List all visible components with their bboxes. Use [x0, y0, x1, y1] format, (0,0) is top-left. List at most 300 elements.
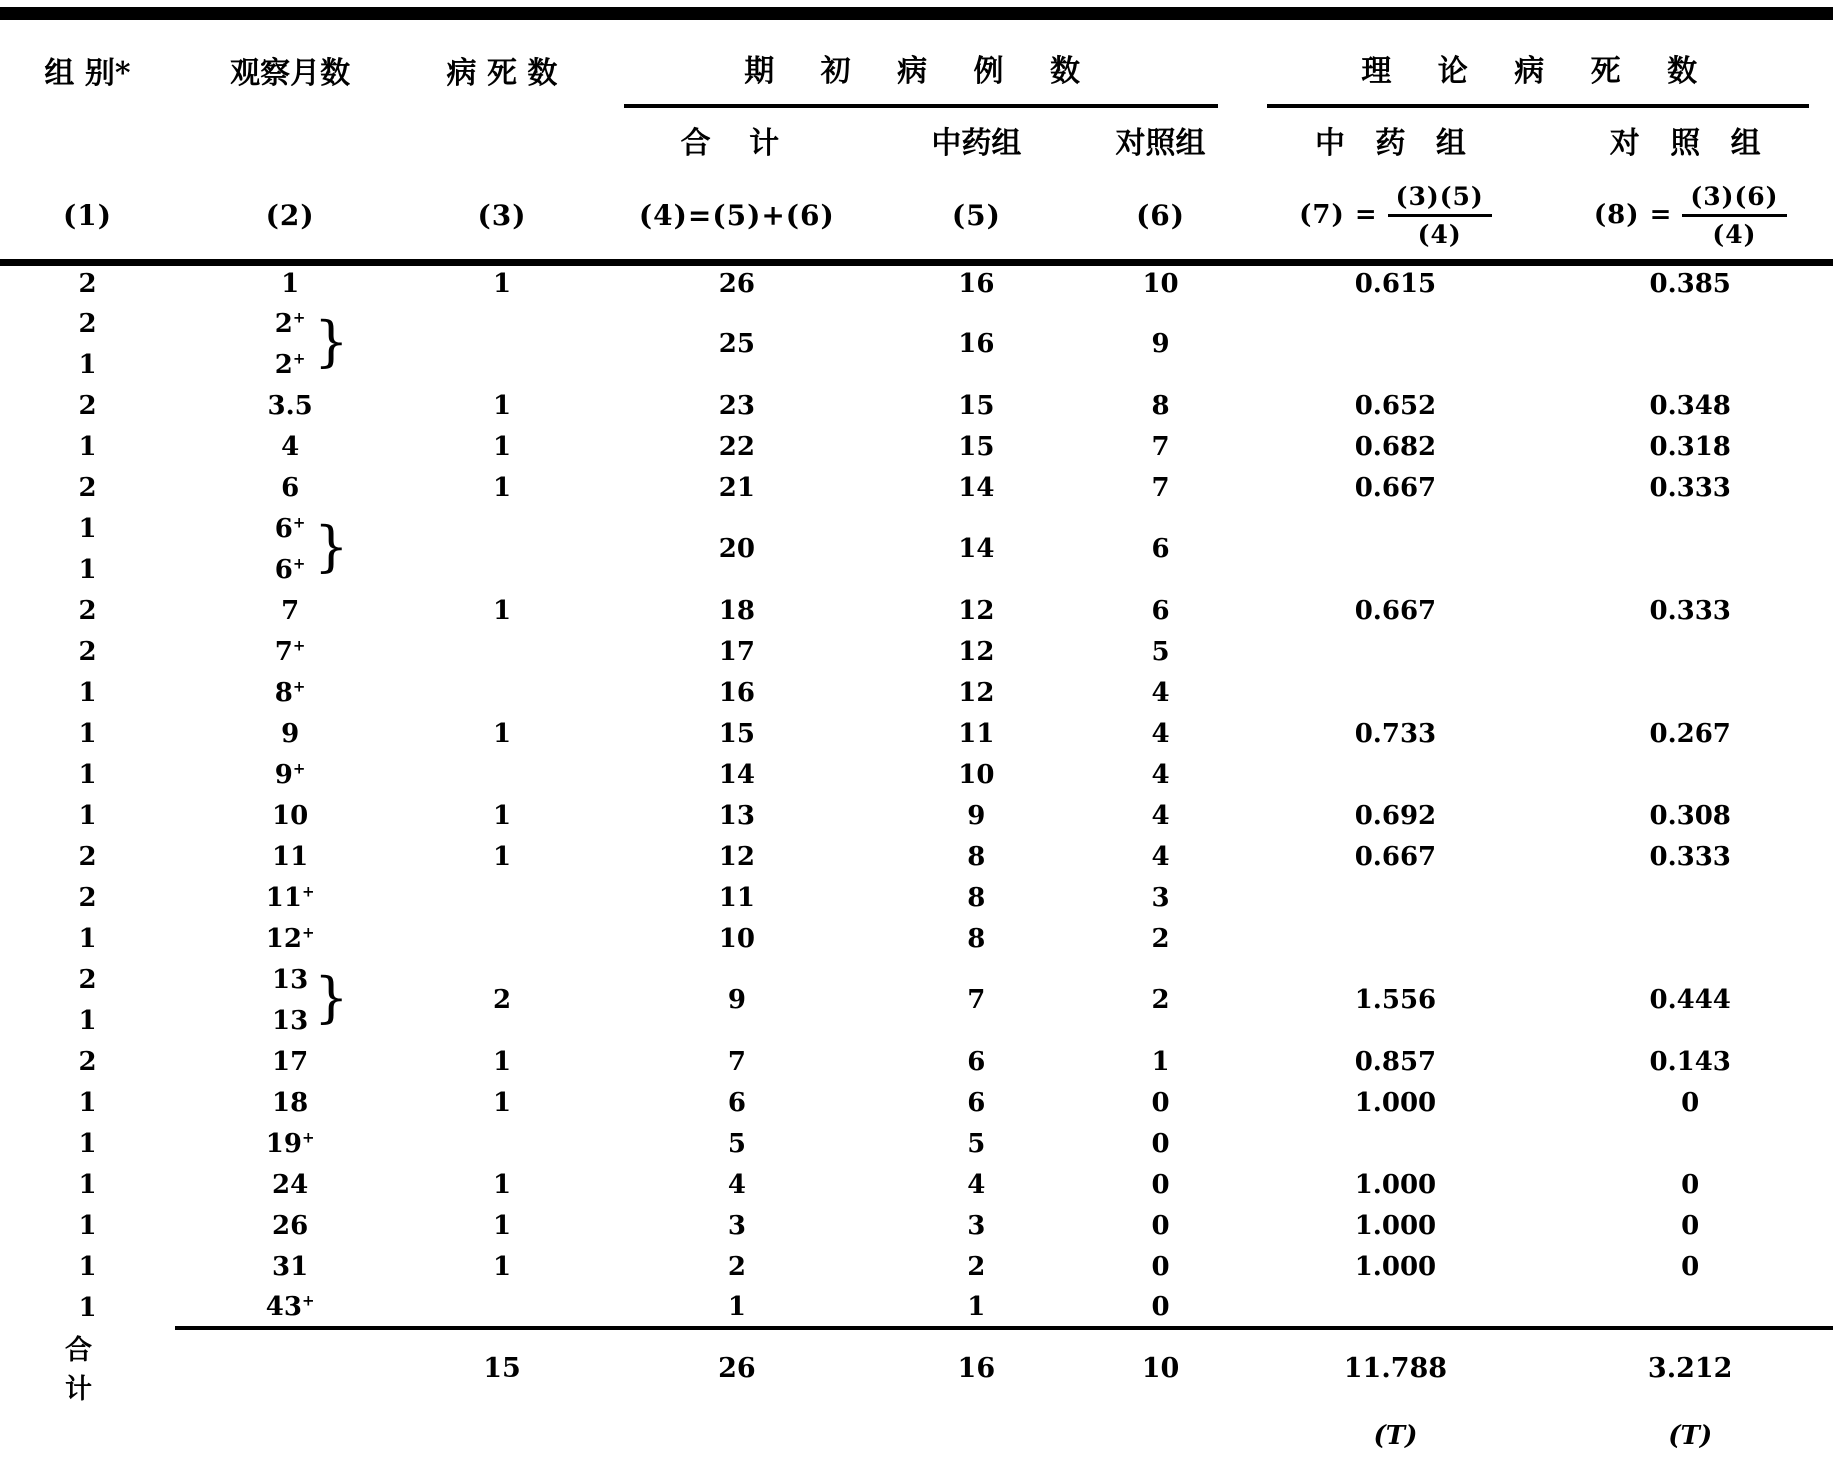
- cell-theo-control: [1547, 508, 1833, 590]
- table-row: [0, 754, 1833, 795]
- header-code-8: [1547, 172, 1833, 262]
- cell-months: [175, 1287, 405, 1328]
- cell-initial-control: 6: [1151, 534, 1170, 564]
- row-pair-brace: }: [314, 515, 349, 578]
- cell-theo-tcm: 0.692: [1354, 800, 1437, 831]
- total-initial-control: 10: [1078, 1328, 1244, 1406]
- table-row: [0, 1164, 1833, 1205]
- cell-theo-tcm: [1243, 508, 1547, 590]
- cell-initial-tcm: 15: [958, 431, 995, 462]
- code-8-fraction: [1682, 182, 1786, 249]
- cell-theo-control: 0: [1681, 1251, 1700, 1282]
- cell-theo-tcm: [1243, 918, 1547, 959]
- cell-deaths: [405, 672, 598, 713]
- table-row: [0, 1123, 1833, 1164]
- cell-initial-control: 4: [1151, 800, 1170, 831]
- cell-months: [175, 918, 405, 959]
- cell-theo-tcm: 1.000: [1354, 1251, 1437, 1282]
- cell-group: 1: [78, 718, 97, 749]
- cell-initial-tcm: 9: [967, 800, 986, 831]
- table-row: [0, 918, 1833, 959]
- months-value: 6: [274, 554, 293, 585]
- cell-theo-tcm: [1243, 877, 1547, 918]
- cell-initial-total: 2: [727, 1251, 746, 1282]
- cell-initial-total: 1: [727, 1291, 746, 1322]
- months-value: 13: [272, 964, 309, 995]
- cell-initial-total: 7: [727, 1046, 746, 1077]
- code-7-fraction: [1388, 182, 1492, 249]
- cell-theo-tcm: 1.000: [1354, 1210, 1437, 1241]
- cell-deaths: 1: [492, 800, 512, 831]
- censored-plus-mark: +: [292, 348, 306, 367]
- months-value: 18: [272, 1087, 309, 1118]
- header-code-3: (3): [477, 198, 527, 232]
- cell-months: [175, 754, 405, 795]
- cell-group: 1: [78, 1169, 97, 1200]
- cell-initial-total: 10: [718, 923, 755, 954]
- header-sub-total: 合 计: [680, 126, 794, 161]
- cell-theo-control: 0.308: [1649, 800, 1731, 831]
- table-header: [0, 28, 1833, 262]
- cell-theo-tcm: 0.733: [1354, 718, 1437, 749]
- cell-initial-control: 8: [1151, 390, 1170, 421]
- months-value: 11: [265, 882, 302, 913]
- cell-initial-control: 7: [1151, 472, 1170, 503]
- cell-months: [175, 549, 405, 590]
- cell-group: 1: [78, 1292, 97, 1323]
- cell-initial-control: 1: [1151, 1046, 1170, 1077]
- cell-theo-tcm: 1.000: [1354, 1169, 1437, 1200]
- cell-deaths: [405, 1287, 598, 1328]
- cell-initial-total: 4: [727, 1169, 746, 1200]
- cell-initial-total: 18: [718, 595, 755, 626]
- cell-theo-control: 0.348: [1649, 390, 1731, 421]
- cell-initial-total: 11: [718, 882, 755, 913]
- cell-months: [175, 713, 405, 754]
- months-value: 6: [281, 472, 300, 503]
- code-7-lhs: (7) =: [1299, 200, 1378, 231]
- cell-theo-tcm: 0.652: [1354, 390, 1437, 421]
- months-value: 6: [274, 513, 293, 544]
- cell-theo-tcm: 0.682: [1354, 431, 1437, 462]
- cell-deaths: 1: [492, 1169, 512, 1200]
- censored-plus-mark: +: [301, 1290, 315, 1309]
- cell-initial-tcm: 15: [958, 390, 995, 421]
- cell-months: [175, 631, 405, 672]
- initial-cases-group-title: 期 初 病 例 数: [744, 54, 1098, 89]
- cell-group: 2: [78, 964, 97, 995]
- total-theo-control: 3.212: [1547, 1328, 1833, 1406]
- header-code-1: (1): [63, 198, 112, 232]
- cell-months: [175, 467, 405, 508]
- months-value: 17: [272, 1046, 309, 1077]
- table-body: [0, 262, 1833, 1328]
- total-row: [0, 1328, 1833, 1406]
- cell-group: 1: [78, 431, 97, 462]
- cell-initial-control: 2: [1151, 923, 1170, 954]
- cell-theo-control: [1547, 631, 1833, 672]
- cell-initial-control: 4: [1151, 718, 1170, 749]
- cell-group: 2: [78, 269, 97, 300]
- cell-theo-control: 0.267: [1649, 718, 1731, 749]
- months-value: 24: [272, 1169, 309, 1200]
- censored-plus-mark: +: [292, 512, 306, 531]
- cell-initial-control: 3: [1151, 882, 1170, 913]
- censored-plus-mark: +: [301, 922, 315, 941]
- censored-plus-mark: +: [292, 758, 306, 777]
- cell-months: [175, 262, 405, 303]
- header-sub-control: 对照组: [1115, 126, 1206, 161]
- header-months-col: 观察月数: [230, 56, 351, 91]
- cell-theo-control: 0.333: [1649, 472, 1731, 503]
- theoretical-deaths-group-title: 理 论 病 死 数: [1361, 54, 1716, 89]
- table-top-rule: [0, 7, 1833, 20]
- cell-initial-tcm: 12: [958, 677, 995, 708]
- cell-initial-tcm: 2: [967, 1251, 986, 1282]
- cell-group: 2: [78, 882, 97, 913]
- cell-theo-tcm: [1243, 1287, 1547, 1328]
- table-row: [0, 1041, 1833, 1082]
- cell-initial-total: 23: [718, 390, 755, 421]
- total-months-cell: [175, 1328, 405, 1406]
- cell-initial-control: 4: [1151, 841, 1170, 872]
- cell-theo-control: 0: [1681, 1087, 1700, 1118]
- cell-theo-control: 0.143: [1649, 1046, 1731, 1077]
- table-row: [0, 1205, 1833, 1246]
- cell-initial-tcm: 14: [958, 472, 995, 503]
- cell-months: [175, 508, 405, 578]
- censored-plus-mark: +: [292, 307, 306, 326]
- cell-group: 2: [78, 595, 97, 626]
- total-initial-total: 26: [599, 1328, 875, 1406]
- cell-theo-tcm: 0.667: [1354, 841, 1437, 872]
- survival-analysis-table: [0, 28, 1833, 1466]
- table-row: [0, 877, 1833, 918]
- code-8-denominator: (4): [1712, 219, 1757, 249]
- cell-group: 2: [78, 472, 97, 503]
- cell-initial-tcm: 5: [967, 1128, 986, 1159]
- total-initial-tcm: 16: [875, 1328, 1078, 1406]
- months-value: 2: [274, 308, 293, 339]
- code-8-numerator: (3)(6): [1682, 182, 1786, 217]
- cell-initial-tcm: 8: [967, 882, 986, 913]
- cell-initial-control: 0: [1151, 1251, 1170, 1282]
- total-theo-tcm: 11.788: [1243, 1328, 1547, 1406]
- header-code-6: (6): [1136, 198, 1186, 232]
- cell-theo-control: [1547, 754, 1833, 795]
- cell-initial-total: 6: [727, 1087, 746, 1118]
- cell-group: 1: [78, 554, 97, 585]
- cell-theo-tcm: 1.556: [1354, 985, 1437, 1015]
- cell-initial-tcm: 6: [967, 1087, 986, 1118]
- cell-initial-control: 6: [1151, 595, 1170, 626]
- cell-deaths: 1: [492, 595, 512, 626]
- cell-months: [175, 672, 405, 713]
- cell-months: [175, 303, 405, 373]
- cell-initial-control: 9: [1151, 329, 1170, 359]
- table-row: [0, 713, 1833, 754]
- cell-theo-control: [1547, 1287, 1833, 1328]
- table-row: [0, 467, 1833, 508]
- cell-deaths: 1: [492, 841, 512, 872]
- months-value: 31: [272, 1251, 309, 1282]
- cell-group: 1: [78, 1087, 97, 1118]
- cell-months: [175, 1164, 405, 1205]
- cell-months: [175, 1246, 405, 1287]
- cell-initial-total: 5: [727, 1128, 746, 1159]
- cell-group: 1: [78, 1005, 97, 1036]
- cell-group: 1: [78, 349, 97, 380]
- cell-theo-tcm: [1243, 1123, 1547, 1164]
- censored-plus-mark: +: [292, 635, 306, 654]
- cell-theo-tcm: [1243, 754, 1547, 795]
- cell-theo-control: [1547, 672, 1833, 713]
- cell-initial-total: 16: [718, 677, 755, 708]
- cell-deaths: [405, 508, 598, 590]
- cell-initial-total: 9: [727, 985, 746, 1015]
- total-label: 合 计: [65, 1335, 134, 1405]
- cell-group: 2: [78, 1046, 97, 1077]
- cell-initial-tcm: 7: [967, 985, 986, 1015]
- header-group-col: 组 别*: [44, 56, 131, 91]
- cell-initial-total: 15: [718, 718, 755, 749]
- censored-plus-mark: +: [301, 1127, 315, 1146]
- cell-theo-control: [1547, 877, 1833, 918]
- cell-theo-tcm: 1.000: [1354, 1087, 1437, 1118]
- cell-deaths: 1: [492, 472, 512, 503]
- months-value: 9: [274, 759, 293, 790]
- cell-theo-control: [1547, 918, 1833, 959]
- cell-group: 1: [78, 759, 97, 790]
- total-deaths: 15: [405, 1328, 598, 1406]
- row-pair-brace: }: [314, 966, 349, 1029]
- cell-deaths: 1: [492, 390, 512, 421]
- cell-group: 2: [78, 636, 97, 667]
- cell-deaths: 2: [492, 985, 512, 1015]
- cell-initial-total: 26: [718, 269, 755, 300]
- row-pair-brace: }: [314, 310, 349, 373]
- table-totals: [0, 1328, 1833, 1466]
- cell-months: [175, 1082, 405, 1123]
- header-sub-tcm: 中药组: [931, 126, 1022, 161]
- cell-group: 1: [78, 800, 97, 831]
- cell-theo-control: 0.318: [1649, 431, 1731, 462]
- t-label-control: (T): [1668, 1421, 1713, 1451]
- months-value: 1: [281, 269, 300, 300]
- cell-deaths: [405, 303, 598, 385]
- cell-deaths: [405, 754, 598, 795]
- cell-deaths: 1: [492, 431, 512, 462]
- code-8-lhs: (8) =: [1593, 200, 1673, 231]
- months-value: 4: [281, 431, 300, 462]
- cell-initial-tcm: 1: [967, 1291, 986, 1322]
- cell-group: 1: [78, 513, 97, 544]
- cell-deaths: 1: [492, 1251, 512, 1282]
- cell-group: 1: [78, 1128, 97, 1159]
- cell-initial-total: 25: [718, 329, 755, 359]
- cell-initial-control: 5: [1151, 636, 1170, 667]
- cell-theo-tcm: 0.667: [1354, 472, 1437, 503]
- cell-initial-control: 10: [1142, 269, 1179, 300]
- cell-months: [175, 1041, 405, 1082]
- header-sub-theo-tcm: 中 药 组: [1314, 126, 1476, 161]
- cell-initial-total: 14: [718, 759, 755, 790]
- cell-group: 1: [78, 923, 97, 954]
- cell-initial-control: 7: [1151, 431, 1170, 462]
- table-row: [0, 426, 1833, 467]
- months-value: 2: [274, 349, 293, 380]
- months-value: 3.5: [267, 390, 313, 421]
- table-row: [0, 1082, 1833, 1123]
- cell-deaths: 1: [492, 1210, 512, 1241]
- table-row: [0, 508, 1833, 549]
- cell-months: [175, 344, 405, 385]
- months-value: 7: [274, 636, 293, 667]
- cell-initial-total: 21: [718, 472, 755, 503]
- cell-initial-total: 13: [718, 800, 755, 831]
- cell-theo-tcm: [1243, 672, 1547, 713]
- cell-initial-tcm: 12: [958, 636, 995, 667]
- cell-initial-tcm: 16: [958, 329, 995, 359]
- table-row: [0, 590, 1833, 631]
- cell-deaths: 1: [492, 1046, 512, 1077]
- table-row: [0, 262, 1833, 303]
- cell-group: 2: [78, 308, 97, 339]
- cell-initial-control: 0: [1151, 1210, 1170, 1241]
- cell-months: [175, 795, 405, 836]
- cell-theo-tcm: 0.857: [1354, 1046, 1437, 1077]
- cell-initial-tcm: 12: [958, 595, 995, 626]
- months-value: 9: [281, 718, 300, 749]
- table-row: [0, 836, 1833, 877]
- code-7-denominator: (4): [1417, 219, 1462, 249]
- table-row: [0, 631, 1833, 672]
- cell-initial-tcm: 10: [958, 759, 995, 790]
- cell-theo-control: 0: [1681, 1169, 1700, 1200]
- header-initial-cases-group: [599, 28, 1244, 108]
- header-theoretical-deaths-group: [1243, 28, 1833, 108]
- header-code-4: (4)=(5)+(6): [638, 198, 835, 232]
- cell-theo-control: [1547, 1123, 1833, 1164]
- cell-months: [175, 590, 405, 631]
- cell-theo-control: 0.333: [1649, 595, 1731, 626]
- months-value: 43: [265, 1291, 302, 1322]
- header-deaths-col: 病 死 数: [446, 56, 558, 91]
- censored-plus-mark: +: [301, 881, 315, 900]
- cell-theo-control: [1547, 303, 1833, 385]
- table-row: [0, 959, 1833, 1000]
- cell-group: 1: [78, 1251, 97, 1282]
- header-sub-theo-control: 对 照 组: [1609, 126, 1771, 161]
- months-value: 26: [272, 1210, 309, 1241]
- cell-group: 1: [78, 677, 97, 708]
- cell-months: [175, 1000, 405, 1041]
- cell-initial-tcm: 11: [958, 718, 995, 749]
- cell-initial-tcm: 3: [967, 1210, 986, 1241]
- cell-initial-tcm: 16: [958, 269, 995, 300]
- cell-months: [175, 385, 405, 426]
- cell-initial-control: 4: [1151, 759, 1170, 790]
- table-row: [0, 385, 1833, 426]
- cell-initial-tcm: 4: [967, 1169, 986, 1200]
- cell-months: [175, 1123, 405, 1164]
- cell-initial-control: 0: [1151, 1128, 1170, 1159]
- t-symbol-row: [0, 1406, 1833, 1466]
- cell-initial-control: 4: [1151, 677, 1170, 708]
- table-row: [0, 1246, 1833, 1287]
- cell-months: [175, 959, 405, 1029]
- cell-initial-total: 17: [718, 636, 755, 667]
- cell-initial-tcm: 14: [958, 534, 995, 564]
- months-value: 7: [281, 595, 300, 626]
- header-code-2: (2): [265, 198, 315, 232]
- cell-deaths: [405, 1123, 598, 1164]
- censored-plus-mark: +: [292, 676, 306, 695]
- cell-deaths: [405, 918, 598, 959]
- cell-deaths: [405, 631, 598, 672]
- censored-plus-mark: +: [292, 553, 306, 572]
- months-value: 19: [265, 1128, 302, 1159]
- cell-deaths: [405, 877, 598, 918]
- months-value: 11: [272, 841, 309, 872]
- cell-deaths: 1: [492, 269, 512, 300]
- cell-deaths: 1: [492, 718, 512, 749]
- cell-theo-tcm: 0.615: [1354, 269, 1437, 300]
- cell-initial-tcm: 8: [967, 923, 986, 954]
- table-row: [0, 795, 1833, 836]
- cell-months: [175, 1205, 405, 1246]
- cell-initial-control: 0: [1151, 1169, 1170, 1200]
- cell-months: [175, 836, 405, 877]
- cell-theo-control: 0.333: [1649, 841, 1731, 872]
- cell-group: 2: [78, 841, 97, 872]
- cell-initial-total: 3: [727, 1210, 746, 1241]
- cell-initial-control: 2: [1151, 985, 1170, 1015]
- cell-theo-control: 0.444: [1649, 985, 1731, 1015]
- cell-initial-total: 20: [718, 534, 755, 564]
- cell-group: 2: [78, 390, 97, 421]
- months-value: 12: [265, 923, 302, 954]
- cell-theo-control: 0.385: [1649, 269, 1731, 300]
- t-label-tcm: (T): [1373, 1421, 1418, 1451]
- table-row: [0, 672, 1833, 713]
- months-value: 10: [272, 800, 309, 831]
- cell-initial-control: 0: [1151, 1087, 1170, 1118]
- months-value: 8: [274, 677, 293, 708]
- cell-group: 1: [78, 1210, 97, 1241]
- table-row: [0, 1287, 1833, 1328]
- cell-initial-control: 0: [1151, 1291, 1170, 1322]
- cell-theo-tcm: [1243, 303, 1547, 385]
- cell-deaths: 1: [492, 1087, 512, 1118]
- header-code-7: [1243, 172, 1547, 262]
- cell-initial-tcm: 8: [967, 841, 986, 872]
- initial-cases-underline: [624, 104, 1217, 108]
- header-code-5: (5): [951, 198, 1001, 232]
- cell-months: [175, 426, 405, 467]
- cell-initial-total: 22: [718, 431, 755, 462]
- cell-theo-tcm: [1243, 631, 1547, 672]
- cell-theo-tcm: 0.667: [1354, 595, 1437, 626]
- cell-theo-control: 0: [1681, 1210, 1700, 1241]
- months-value: 13: [272, 1005, 309, 1036]
- theoretical-deaths-underline: [1267, 104, 1809, 108]
- table-row: [0, 303, 1833, 344]
- cell-initial-tcm: 6: [967, 1046, 986, 1077]
- cell-initial-total: 12: [718, 841, 755, 872]
- code-7-numerator: (3)(5): [1388, 182, 1492, 217]
- cell-months: [175, 877, 405, 918]
